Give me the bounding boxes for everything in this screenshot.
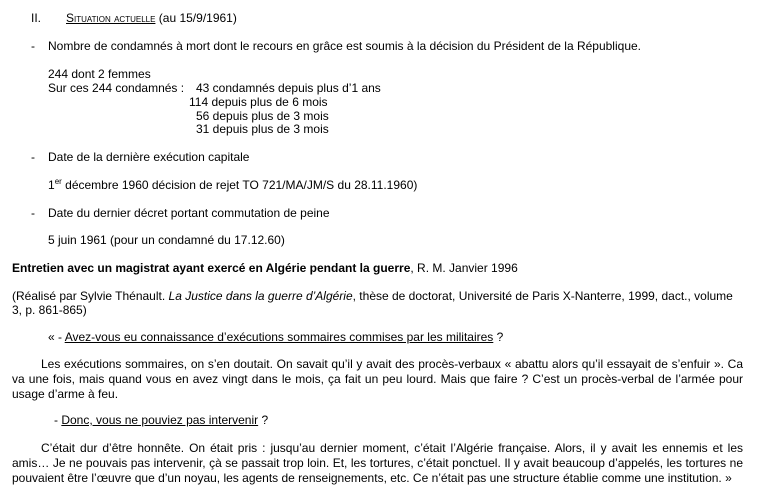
answer-2-line: C’était dur d’être honnête. On était pris : jusqu’au dernier moment, c’était l’Algérie française. Alors, il y avait les ennemis et les bbox=[41, 441, 743, 455]
item2-detail bbox=[48, 178, 417, 193]
item1-breakdown-label: Sur ces 244 condamnés : bbox=[48, 81, 185, 95]
question-1-text: Avez-vous eu connaissance d’exécutions sommaires commises par les militaires bbox=[64, 330, 494, 344]
question-1-prefix: « - bbox=[48, 330, 65, 344]
section-title: Situation actuelle bbox=[66, 11, 156, 25]
answer-1 bbox=[12, 357, 743, 402]
answer-2-line: amis… Je ne pouvais pas intervenir, çà se passait trop loin. Et, les tortures, c’était ponctuel. Il y avait beaucoup d’appelés, les tortures ne bbox=[12, 456, 743, 470]
question-1-suffix: ? bbox=[493, 330, 504, 344]
answer-1-line: va une fois, mais quand vous en avez vingt dans le mois, ça fait un peu lourd. Mais que faire ? C’est un procès-verbal de l’armée pour bbox=[12, 372, 743, 386]
item2-bullet: - bbox=[31, 150, 35, 164]
interview-title-rest: , R. M. Janvier 1996 bbox=[410, 261, 518, 275]
item1-count-1: 43 condamnés depuis plus d’1 ans bbox=[196, 81, 381, 95]
item2-detail-sup: er bbox=[54, 177, 62, 186]
item3-text: Date du dernier décret portant commutation de peine bbox=[48, 206, 330, 220]
item1-text: Nombre de condamnés à mort dont le recours en grâce est soumis à la décision du Président de la République. bbox=[48, 39, 641, 53]
interview-title bbox=[12, 261, 518, 276]
answer-2-line: pouvaient être l’œuvre que d’un noyau, les agents de renseignements, etc. Ce n’était pas une structure établie comme une institution. » bbox=[12, 471, 732, 485]
question-1 bbox=[48, 330, 503, 345]
question-2-text: Donc, vous ne pouviez pas intervenir bbox=[61, 413, 259, 427]
item1-count-4: 31 depuis plus de 3 mois bbox=[196, 122, 329, 136]
section-heading bbox=[66, 11, 237, 26]
source-post: , thèse de doctorat, Université de Paris X-Nanterre, 1999, dact., volume bbox=[352, 289, 733, 303]
answer-1-line: Les exécutions sommaires, on s’en doutait. On savait qu’il y avait des procès-verbaux « abattu alors qu’il essayait de s’enfuir ». Ca bbox=[41, 357, 743, 371]
item1-bullet: - bbox=[31, 39, 35, 53]
item1-count-3: 56 depuis plus de 3 mois bbox=[196, 109, 329, 123]
source-book-title: La Justice dans la guerre d’Algérie bbox=[168, 289, 353, 303]
item1-count-2: 114 depuis plus de 6 mois bbox=[189, 95, 328, 109]
section-number: II. bbox=[31, 11, 42, 25]
question-2-suffix: ? bbox=[258, 413, 269, 427]
question-2-prefix: - bbox=[54, 413, 62, 427]
answer-2 bbox=[12, 441, 743, 486]
item2-text: Date de la dernière exécution capitale bbox=[48, 150, 250, 164]
source-line-1 bbox=[12, 289, 733, 304]
item2-detail-num: 1 bbox=[48, 178, 55, 192]
item2-detail-rest: décembre 1960 décision de rejet TO 721/MA/JM/S du 28.11.1960) bbox=[61, 178, 418, 192]
source-pre: (Réalisé par Sylvie Thénault. bbox=[12, 289, 169, 303]
item3-bullet: - bbox=[31, 206, 35, 220]
item1-total: 244 dont 2 femmes bbox=[48, 67, 151, 81]
section-date: (au 15/9/1961) bbox=[158, 11, 237, 25]
item3-detail: 5 juin 1961 (pour un condamné du 17.12.60) bbox=[48, 233, 285, 247]
answer-1-line: usage d’arme à feu. bbox=[12, 387, 119, 401]
source-line-2: 3, p. 861-865) bbox=[12, 303, 87, 317]
question-2 bbox=[54, 413, 268, 428]
interview-title-bold: Entretien avec un magistrat ayant exercé en Algérie pendant la guerre bbox=[12, 261, 411, 275]
